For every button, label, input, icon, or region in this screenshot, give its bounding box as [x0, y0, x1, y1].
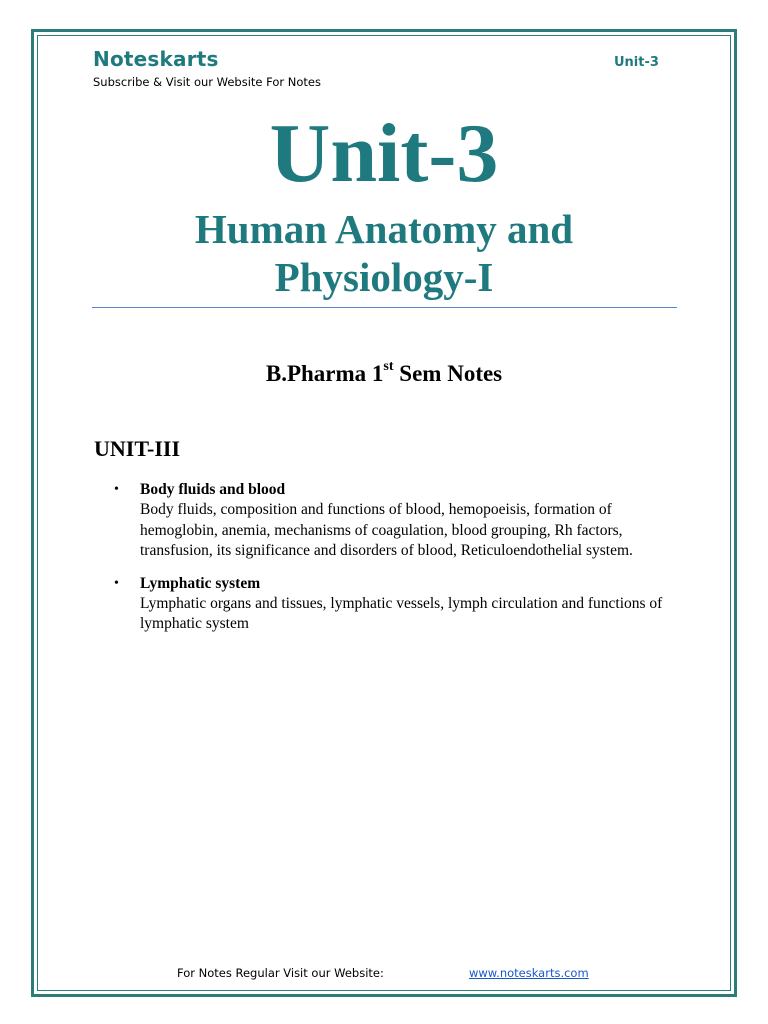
bullet-icon: • — [114, 482, 119, 497]
section-heading: UNIT-III — [94, 436, 181, 461]
topic-title: Lymphatic system — [140, 574, 261, 592]
title-divider — [92, 307, 677, 308]
footer-text: For Notes Regular Visit our Website: — [177, 966, 384, 980]
bullet-icon: • — [114, 575, 119, 591]
list-item — [114, 480, 674, 562]
course-superscript: st — [383, 359, 394, 374]
page-subtitle — [0, 205, 768, 301]
topic-description: Lymphatic organs and tissues, lymphatic vessels, lymph circulation and functions of lymphatic system — [140, 594, 663, 632]
topic-list — [114, 480, 674, 647]
topic-description: Body fluids, composition and functions of blood, hemopoeisis, formation of hemoglobin, anemia, mechanisms of coagulation, blood grouping, Rh factors, transfusion, its significance and disorders of blood, Reticuloendothelial system. — [140, 501, 633, 559]
header-unit-label: Unit-3 — [614, 55, 659, 70]
subtitle-line-1: Human Anatomy and — [194, 206, 574, 252]
course-heading — [0, 361, 768, 387]
subtitle-line-2: Physiology-I — [274, 254, 494, 300]
list-item — [114, 574, 674, 635]
brand-tagline: Subscribe & Visit our Website For Notes — [93, 75, 321, 89]
course-prefix: B.Pharma 1 — [265, 361, 384, 386]
page-title: Unit-3 — [269, 107, 499, 200]
brand-name: Noteskarts — [93, 47, 219, 71]
website-link[interactable]: www.noteskarts.com — [469, 966, 589, 980]
course-suffix: Sem Notes — [393, 361, 503, 386]
topic-title: Body fluids and blood — [140, 481, 286, 498]
